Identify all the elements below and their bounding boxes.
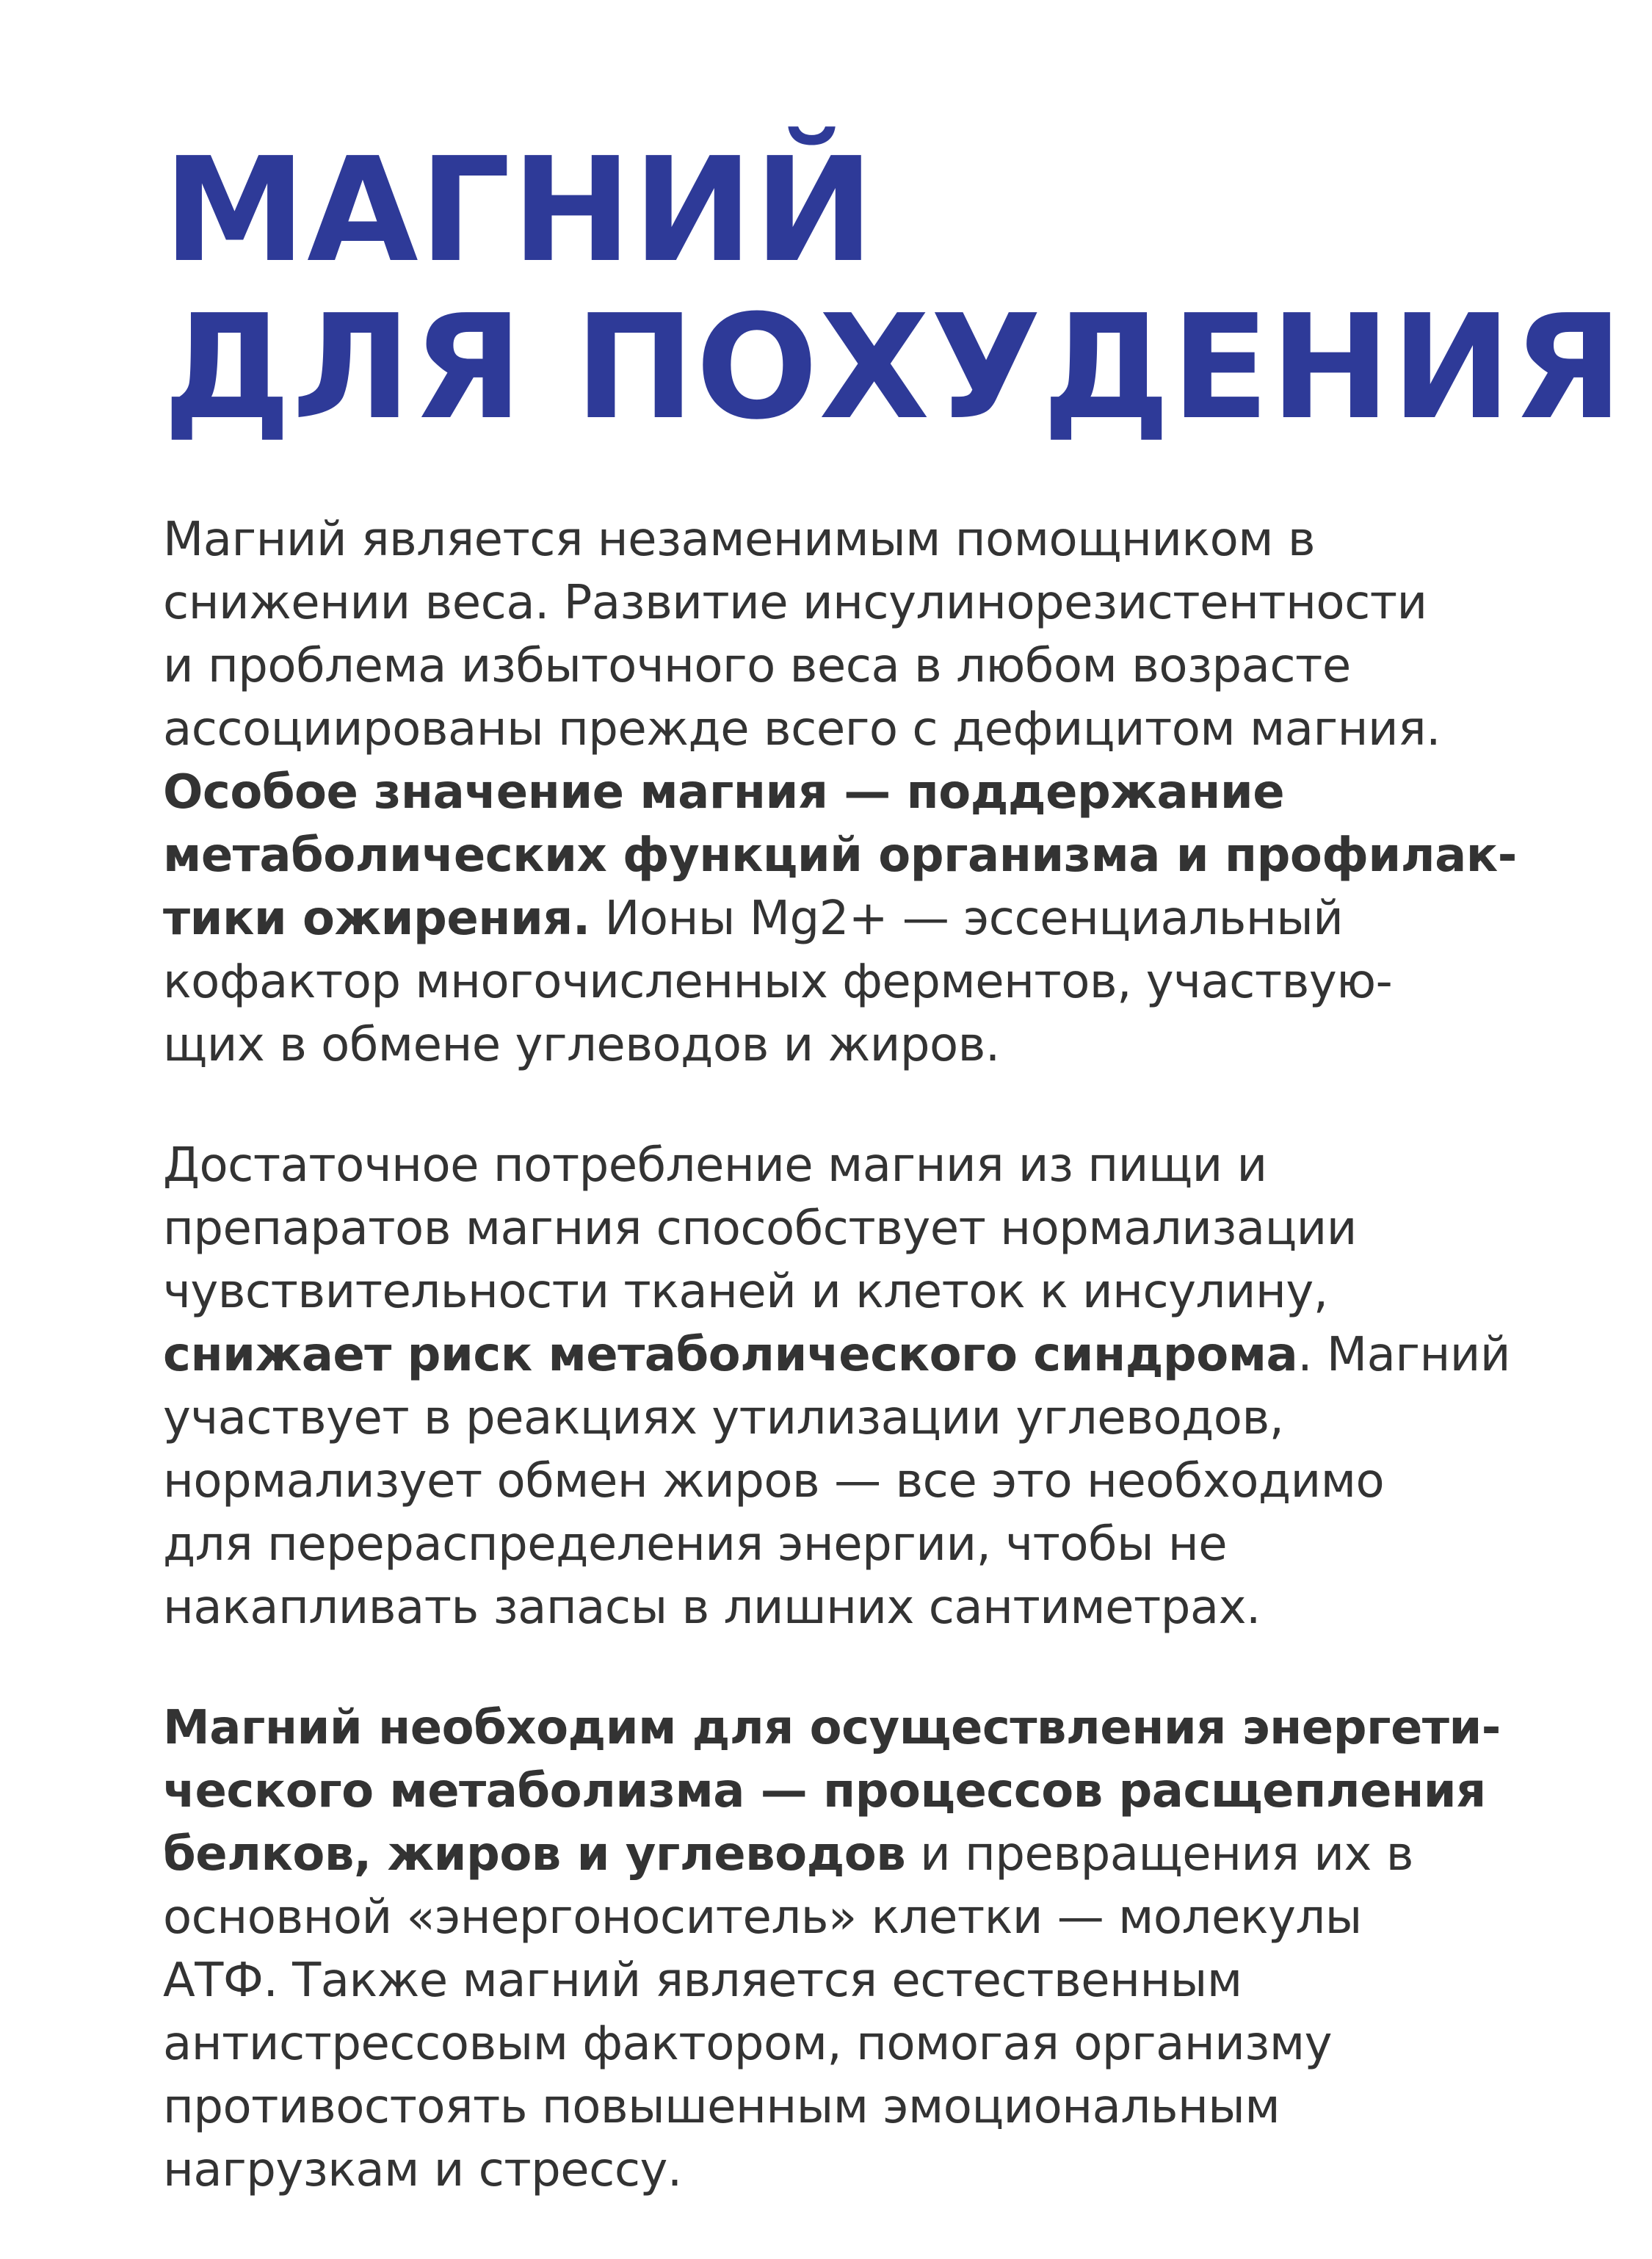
title-line-2: ДЛЯ ПОХУДЕНИЯ	[163, 284, 1624, 452]
bold-text-segment: метаболических функций организма и профилак-	[163, 828, 1517, 883]
text-line	[163, 571, 1551, 635]
text-line	[163, 1949, 1551, 2012]
text-line	[163, 1823, 1551, 1886]
text-segment: щих в обмене углеводов и жиров.	[163, 1018, 1000, 1072]
bold-text-segment: белков, жиров и углеводов	[163, 1827, 906, 1882]
text-line	[163, 1760, 1551, 1823]
document-page	[163, 127, 1624, 2259]
text-line	[163, 1886, 1551, 1949]
text-segment: . Магний	[1297, 1328, 1510, 1382]
paragraph-2	[163, 1134, 1551, 1639]
text-line	[163, 1013, 1551, 1077]
text-segment: и проблема избыточного веса в любом возрасте	[163, 639, 1351, 693]
text-line	[163, 950, 1551, 1013]
text-segment: чувствительности тканей и клеток к инсулину,	[163, 1265, 1328, 1319]
text-line	[163, 1696, 1551, 1760]
text-line	[163, 1513, 1551, 1576]
text-segment: Магний является незаменимым помощником в	[163, 513, 1316, 567]
text-line	[163, 761, 1551, 824]
text-line	[163, 1323, 1551, 1387]
text-segment: накапливать запасы в лишних сантиметрах.	[163, 1580, 1261, 1635]
text-segment: основной «энергоноситель» клетки — молекулы	[163, 1890, 1362, 1945]
text-line	[163, 1260, 1551, 1323]
text-line	[163, 508, 1551, 571]
text-segment: и превращения их в	[905, 1827, 1413, 1882]
title-line-1: МАГНИЙ	[163, 127, 875, 294]
text-line	[163, 1450, 1551, 1513]
text-line	[163, 1197, 1551, 1260]
paragraph-1	[163, 508, 1551, 1077]
text-segment: нормализует обмен жиров — все это необходимо	[163, 1454, 1385, 1508]
text-line	[163, 2139, 1551, 2202]
text-line	[163, 698, 1551, 761]
article-body	[163, 508, 1551, 2202]
text-segment: для перераспределения энергии, чтобы не	[163, 1517, 1228, 1572]
text-segment: участвует в реакциях утилизации углеводов,	[163, 1391, 1284, 1445]
bold-text-segment: ческого метаболизма — процессов расщепления	[163, 1764, 1486, 1818]
text-segment: антистрессовым фактором, помогая организму	[163, 2017, 1332, 2071]
text-line	[163, 887, 1551, 950]
page-title	[163, 127, 1624, 452]
text-segment: нагрузкам и стрессу.	[163, 2143, 682, 2197]
text-segment: кофактор многочисленных ферментов, участвую-	[163, 955, 1393, 1009]
bold-text-segment: Магний необходим для осуществления энергети-	[163, 1701, 1501, 1755]
text-line	[163, 824, 1551, 887]
text-line	[163, 1134, 1551, 1197]
text-line	[163, 1576, 1551, 1639]
text-segment: АТФ. Также магний является естественным	[163, 1953, 1242, 2008]
text-line	[163, 2012, 1551, 2075]
text-line	[163, 1387, 1551, 1450]
text-segment: противостоять повышенным эмоциональным	[163, 2080, 1280, 2134]
text-segment: препаратов магния способствует нормализации	[163, 1201, 1357, 1256]
bold-text-segment: тики ожирения.	[163, 892, 590, 946]
text-segment: снижении веса. Развитие инсулинорезистентности	[163, 576, 1427, 630]
text-line	[163, 635, 1551, 698]
text-line	[163, 2075, 1551, 2139]
bold-text-segment: снижает риск метаболического синдрома	[163, 1328, 1298, 1382]
paragraph-3	[163, 1696, 1551, 2202]
bold-text-segment: Особое значение магния — поддержание	[163, 765, 1285, 820]
text-segment: Ионы Mg2+ — эссенциальный	[590, 892, 1344, 946]
text-segment: ассоциированы прежде всего с дефицитом магния.	[163, 702, 1441, 756]
text-segment: Достаточное потребление магния из пищи и	[163, 1138, 1267, 1193]
